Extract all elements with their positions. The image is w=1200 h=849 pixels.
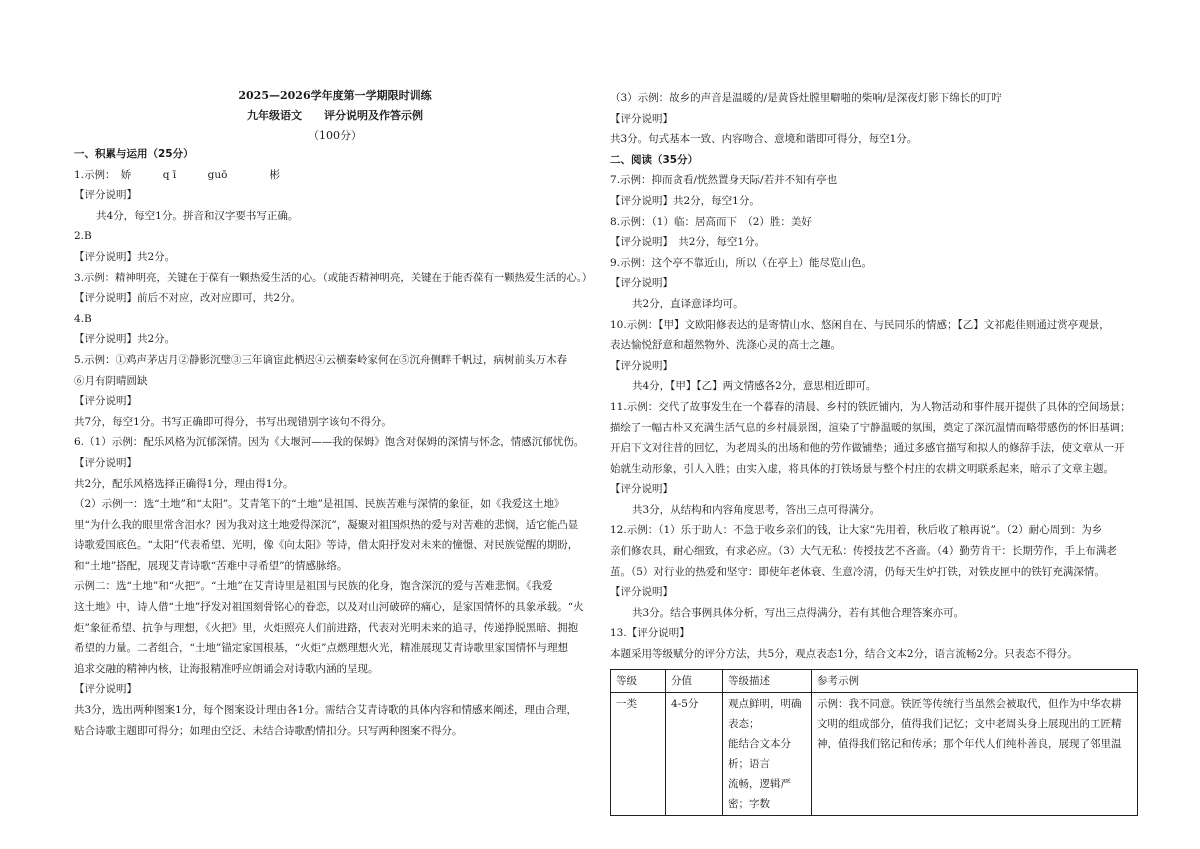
section-heading: 二、阅读（35分） (610, 153, 699, 166)
text-line: 表达愉悦舒意和超然物外、洗涤心灵的高士之趣。 (610, 339, 841, 352)
text-line: （2）示例一：选“土地”和“太阳”。艾青笔下的“土地”是祖国、民族苦难与深情的象征，如《我爱这土地》 (74, 498, 565, 511)
text-line: 【评分说明】 (610, 483, 673, 496)
text-line: 共3分。结合事例具体分析，写出三点得满分，若有其他合理答案亦可。 (632, 606, 965, 619)
left-column (74, 86, 596, 741)
doc-subtitle: 九年级语文 评分说明及作答示例 (247, 109, 423, 122)
text-line: 【评分说明】 (610, 359, 673, 372)
text-line: 描绘了一幅古朴又充满生活气息的乡村晨景图，渲染了宁静温暖的氛围，奠定了深沉温情而略带感伤的怀旧基调； (610, 421, 1131, 434)
table-header-cell: 等级描述 (723, 669, 812, 692)
text-line: 【评分说明】共2分。 (74, 250, 176, 263)
text-line: 6.（1）示例：配乐风格为沉郁深情。因为《大堰河——我的保姆》饱含对保姆的深情与怀念，情感沉郁忧伤。 (74, 436, 585, 449)
table-header-cell: 等级 (611, 669, 666, 692)
text-line: 本题采用等级赋分的评分方法，共5分，观点表态1分，结合文本2分，语言流畅2分。只表态不得分。 (610, 648, 1078, 661)
text-line: 茧。（5）对行业的热爱和坚守：即使年老体衰、生意冷清，仍每天生炉打铁，对铁皮匣中的铁钉充满深情。 (610, 565, 1105, 578)
grade-cell: 一类 (611, 692, 666, 815)
text-line: 【评分说明】 共2分，每空1分。 (610, 236, 766, 249)
text-line: 【评分说明】前后不对应，改对应即可，共2分。 (74, 292, 302, 305)
text-line: 共2分，直译意译均可。 (632, 297, 744, 310)
text-line: 示例二：选“土地”和“火把”。“土地”在艾青诗里是祖国与民族的化身，饱含深沉的爱与苦难悲悯。《我爱 (74, 580, 553, 593)
text-line: 【评分说明】 (610, 586, 673, 599)
score-cell: 4-5分 (666, 692, 723, 815)
grading-table-header (611, 669, 1138, 692)
text-line: （3）示例：故乡的声音是温暖的/是黄昏灶膛里噼啪的柴响/是深夜灯影下绵长的叮咛 (610, 92, 1002, 104)
text-line: 【评分说明】共2分，每空1分。 (610, 194, 760, 207)
text-line: 始就生动形象，引人入胜；由实入虚，将具体的打铁场景与整个村庄的农耕文明联系起来，暗示了文章主题。 (610, 462, 1114, 475)
description-cell (723, 692, 812, 815)
text-line: 追求交融的精神内核，让海报精准呼应朗诵会对诗歌内涵的呈现。 (74, 662, 379, 675)
description-line: 能结合文本分析；语言 (728, 737, 791, 770)
table-header-cell: 参考示例 (812, 669, 1138, 692)
text-line: 10.示例：【甲】文欧阳修表达的是寄情山水、悠闲自在、与民同乐的情感；【乙】文祁彪佳则通过赏亭观景， (610, 318, 1110, 331)
text-line: 8.示例：（1）临：居高而下 （2）胜：美好 (610, 215, 812, 228)
text-line: 2.B (74, 230, 92, 243)
grading-table (610, 669, 1138, 816)
text-line: 11.示例：交代了故事发生在一个暮春的清晨、乡村的铁匠铺内，为人物活动和事件展开提供了具体的空间场景； (610, 400, 1131, 413)
text-line: 和“土地”搭配，展现艾青诗歌“苦难中寻希望”的情感脉络。 (74, 559, 348, 572)
text-line: 4.B (74, 312, 92, 325)
example-line: 示例：我不同意。铁匠等传统行当虽然会被取代，但作为中华农耕 (817, 697, 1122, 710)
text-line: 【评分说明】 (74, 683, 137, 696)
description-line: 观点鲜明，明确表态； (728, 697, 802, 730)
text-line: 共3分。句式基本一致、内容吻合、意境和谐即可得分，每空1分。 (610, 133, 918, 146)
example-cell (812, 692, 1138, 815)
text-line: 炬”象征希望、抗争与理想，《火把》里，火炬照亮人们前进路，代表对光明未来的追寻，传递挣脱黑暗、拥抱 (74, 621, 579, 634)
text-line: 共3分，选出两种图案1分，每个图案设计理由各1分。需结合艾青诗歌的具体内容和情感来阐述，理由合理， (74, 704, 578, 717)
text-line: 12.示例：（1）乐于助人：不急于收乡亲们的钱，让大家“先用着，秋后收了粮再说”。（2）耐心周到：为乡 (610, 524, 1103, 537)
example-line: 文明的组成部分，值得我们记忆；文中老周头身上展现出的工匠精 (817, 717, 1122, 730)
example-line: 神，值得我们铭记和传承；那个年代人们纯朴善良，展现了邻里温 (817, 737, 1122, 750)
text-line: 这土地》中，诗人借“土地”抒发对祖国刻骨铭心的眷恋，以及对山河破碎的痛心，是家国情怀的具象承载。“火 (74, 601, 584, 614)
doc-title: 2025—2026学年度第一学期限时训练 (238, 89, 432, 102)
text-line: 1.示例： 娇 q ī guō 彬 (74, 168, 280, 181)
text-line: 共4分，【甲】【乙】两文情感各2分，意思相近即可。 (632, 380, 877, 393)
text-line: 里“为什么我的眼里常含泪水？因为我对这土地爱得深沉”，凝聚对祖国炽热的爱与对苦难的悲悯，适它能凸显 (74, 518, 579, 531)
text-line: 共4分，每空1分。拼音和汉字要书写正确。 (96, 209, 299, 222)
text-line: 诗歌爱国底色。“太阳”代表希望、光明，像《向太阳》等诗，借太阳抒发对未来的憧憬、对民族觉醒的期盼， (74, 539, 579, 552)
text-line: 13.【评分说明】 (610, 627, 690, 640)
text-line: 共2分，配乐风格选择正确得1分，理由得1分。 (74, 477, 294, 490)
text-line: 5.示例：①鸡声茅店月②静影沉璧③三年谪宦此栖迟④云横秦岭家何在⑤沉舟侧畔千帆过，病树前头万木春 (74, 353, 568, 366)
doc-total-score: （100分） (308, 129, 362, 142)
text-line: 开启下文对往昔的回忆，为老周头的出场和他的劳作做铺垫；通过多感官描写和拟人的修辞手法，使文章从一开 (610, 442, 1125, 455)
right-column (610, 88, 1134, 816)
section-heading: 一、积累与运用（25分） (74, 148, 194, 160)
text-line: 【评分说明】 (74, 456, 137, 469)
text-line: ⑥月有阴晴圆缺 (74, 374, 148, 387)
text-line: 共3分，从结构和内容角度思考，答出三点可得满分。 (632, 503, 881, 516)
text-line: 【评分说明】共2分。 (74, 333, 176, 346)
text-line: 【评分说明】 (74, 189, 137, 202)
text-line: 7.示例：抑而贪看/恍然置身天际/若并不知有亭也 (610, 174, 838, 187)
text-line: 亲们修农具，耐心细致，有求必应。（3）大气无私：传授技艺不吝啬。（4）勤劳肯干：长期劳作，手上布满老 (610, 545, 1117, 558)
text-line: 贴合诗歌主题即可得分；如理由空泛、未结合诗歌酌情扣分。只写两种图案不得分。 (74, 724, 463, 737)
description-line: 流畅，逻辑严密；字数 (728, 777, 791, 810)
text-line: 共7分，每空1分。书写正确即可得分，书写出现错别字该句不得分。 (74, 415, 392, 428)
text-line: 希望的力量。二者组合，“土地”锚定家国根基，“火炬”点燃理想火光，精准展现艾青诗歌里家国情怀与理想 (74, 642, 568, 655)
text-line: 9.示例：这个亭不靠近山，所以（在亭上）能尽览山色。 (610, 256, 873, 269)
text-line: 3.示例：精神明亮，关键在于葆有一颗热爱生活的心。（或能否精神明亮，关键在于能否葆有一颗热爱生活的心。） (74, 271, 593, 284)
table-row (611, 692, 1138, 815)
text-line: 【评分说明】 (610, 277, 673, 290)
table-header-cell: 分值 (666, 669, 723, 692)
text-line: 【评分说明】 (74, 395, 137, 408)
text-line: 【评分说明】 (610, 112, 673, 125)
